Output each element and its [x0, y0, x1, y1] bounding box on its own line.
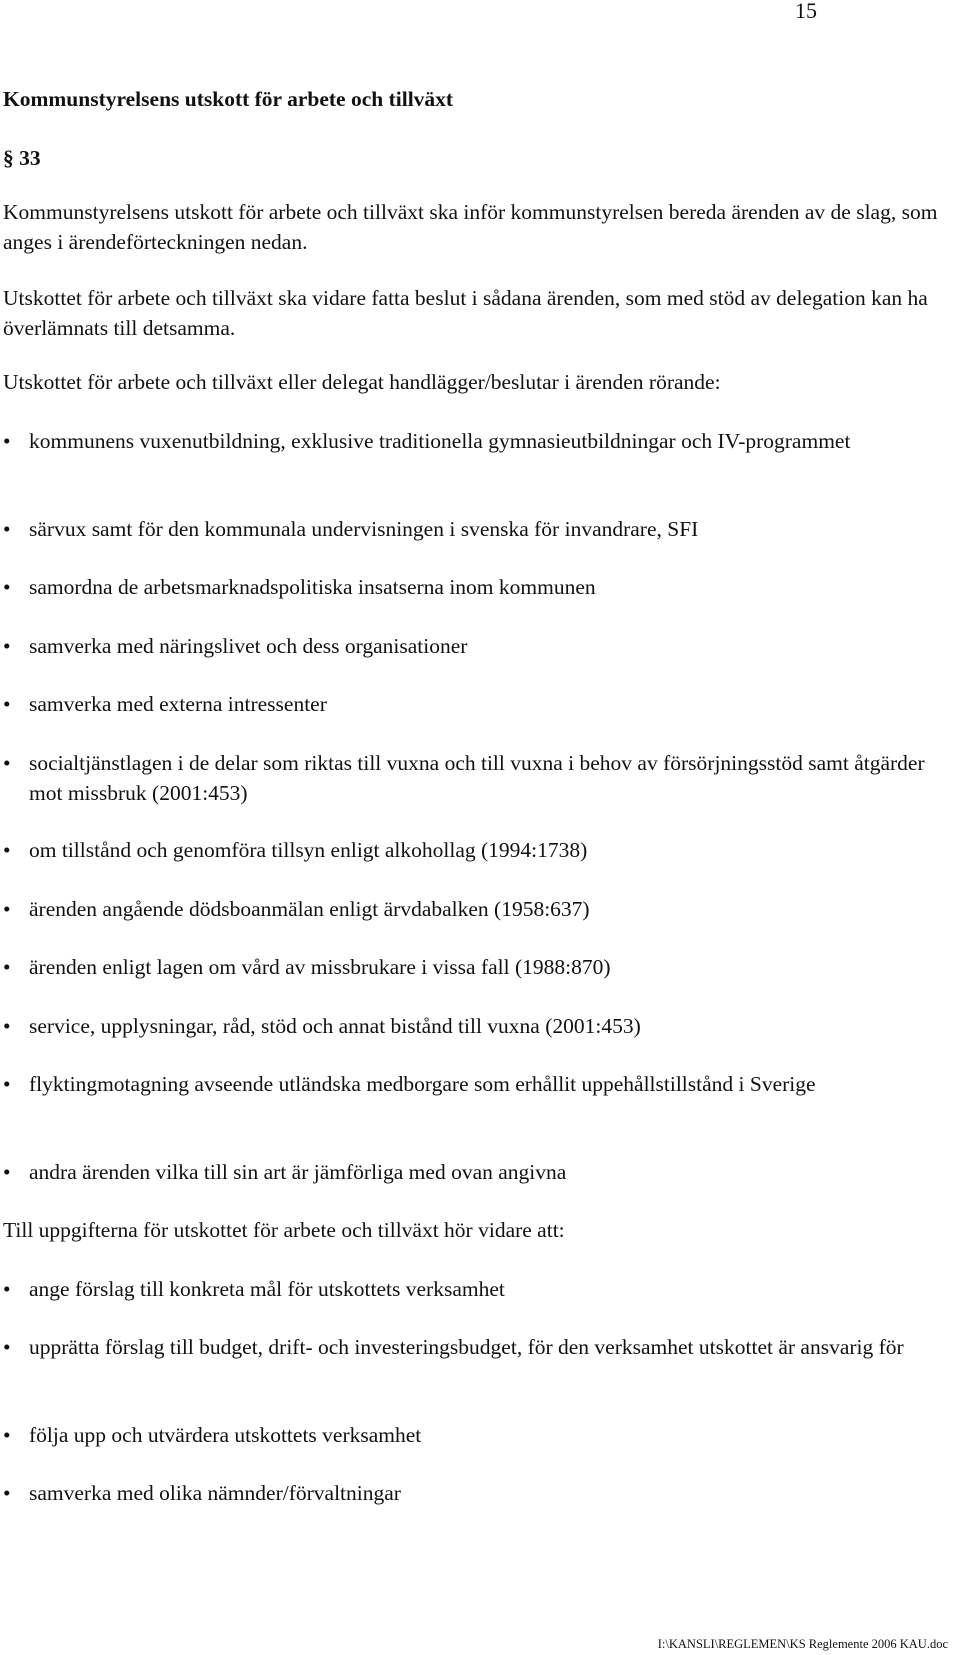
list-item: • samverka med näringslivet och dess organisationer — [0, 631, 955, 661]
page-heading: Kommunstyrelsens utskott för arbete och tillväxt — [3, 87, 454, 111]
list-item: • ange förslag till konkreta mål för utskottets verksamhet — [0, 1274, 955, 1304]
tasks-intro: Till uppgifterna för utskottet för arbete och tillväxt hör vidare att: — [3, 1218, 565, 1242]
section-number: § 33 — [3, 146, 41, 170]
page-number: 15 — [795, 0, 817, 23]
list-item: • andra ärenden vilka till sin art är jämförliga med ovan angivna — [0, 1157, 955, 1187]
list-item: • samverka med olika nämnder/förvaltningar — [0, 1478, 955, 1508]
list-item: • samverka med externa intressenter — [0, 689, 955, 719]
bullet-icon: • — [3, 1423, 11, 1447]
bullet-icon: • — [3, 955, 11, 979]
intro-paragraph: Kommunstyrelsens utskott för arbete och tillväxt ska inför kommunstyrelsen bereda ärenden av de slag, som anges i ärendeförteckningen nedan. — [3, 200, 938, 254]
list-item: • flyktingmotagning avseende utländska medborgare som erhållit uppehållstillstånd i Sverige — [0, 1069, 955, 1099]
list-item: • service, upplysningar, råd, stöd och annat bistånd till vuxna (2001:453) — [0, 1011, 955, 1041]
bullet-icon: • — [3, 1481, 11, 1505]
list-item: • om tillstånd och genomföra tillsyn enligt alkohollag (1994:1738) — [0, 835, 955, 865]
list-item: • följa upp och utvärdera utskottets verksamhet — [0, 1420, 955, 1450]
bullet-icon: • — [3, 634, 11, 658]
list-item: • särvux samt för den kommunala undervisningen i svenska för invandrare, SFI — [0, 514, 955, 544]
list-item: • samordna de arbetsmarknadspolitiska insatserna inom kommunen — [0, 572, 955, 602]
list-item: • upprätta förslag till budget, drift- och investeringsbudget, för den verksamhet utskottet är ansvarig för — [0, 1332, 955, 1362]
document-path-footer: I:\KANSLI\REGLEMEN\KS Reglemente 2006 KAU.doc — [657, 1637, 948, 1651]
bullet-icon: • — [3, 1014, 11, 1038]
bullet-icon: • — [3, 1277, 11, 1301]
bullet-icon: • — [3, 897, 11, 921]
bullet-icon: • — [3, 692, 11, 716]
bullet-icon: • — [3, 1335, 11, 1359]
responsibilities-intro: Utskottet för arbete och tillväxt eller delegat handlägger/beslutar i ärenden rörande: — [3, 370, 721, 394]
list-item: • ärenden angående dödsboanmälan enligt ärvdabalken (1958:637) — [0, 894, 955, 924]
bullet-icon: • — [3, 575, 11, 599]
list-item: • kommunens vuxenutbildning, exklusive traditionella gymnasieutbildningar och IV-programmet — [0, 426, 955, 456]
bullet-icon: • — [3, 751, 11, 775]
bullet-icon: • — [3, 429, 11, 453]
bullet-icon: • — [3, 517, 11, 541]
list-item: • ärenden enligt lagen om vård av missbrukare i vissa fall (1988:870) — [0, 952, 955, 982]
bullet-icon: • — [3, 1160, 11, 1184]
bullet-icon: • — [3, 838, 11, 862]
delegation-paragraph: Utskottet för arbete och tillväxt ska vidare fatta beslut i sådana ärenden, som med stöd av delegation kan ha överlämnats till detsamma. — [3, 286, 928, 340]
bullet-icon: • — [3, 1072, 11, 1096]
list-item: • socialtjänstlagen i de delar som riktas till vuxna och till vuxna i behov av försörjningsstöd samt åtgärder mot missbruk (2001:453) — [0, 748, 955, 808]
